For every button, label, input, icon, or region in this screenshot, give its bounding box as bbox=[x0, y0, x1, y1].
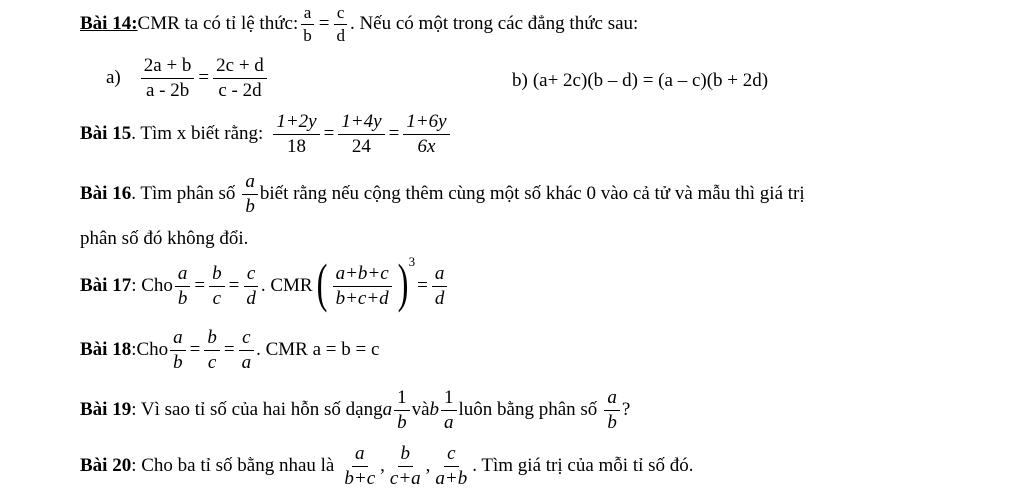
problem-20: Bài 20 : Cho ba tỉ số bằng nhau là $\frac{a}{b+c}$ , $\frac{b}{c+a}$ , $\frac{c}{a+b}$ . Tìm giá trị của mỗi tỉ số đó. bbox=[80, 443, 694, 489]
problem-14-part-a: a) $\frac{2a + b}{a - 2b}$ = $\frac{2c + d}{c - 2d}$ bbox=[106, 56, 269, 101]
fraction-2c-plus-d: $\frac{2c + d}{c - 2d}$ bbox=[213, 56, 267, 101]
fraction-a-b: $\frac{a}{b}$ bbox=[242, 172, 258, 217]
fraction-sum: $\frac{a+b+c}{b+c+d}$ bbox=[333, 264, 392, 309]
fraction-a-d: $\frac{a}{d}$ bbox=[432, 264, 448, 309]
fraction-a-b: $\frac{a}{b}$ bbox=[300, 4, 315, 45]
fraction-2a-plus-b: $\frac{2a + b}{a - 2b}$ bbox=[141, 56, 195, 101]
fraction-1-plus-4y: $\frac{1+4y}{24}$ bbox=[338, 112, 384, 157]
problem-14-label: Bài 14: bbox=[80, 13, 138, 35]
problem-19: Bài 19 : Vì sao tỉ số của hai hỗn số dạng a $\frac{1}{b}$ và b $\frac{1}{a}$ luôn bằng phân số $\frac{a}{b}$ ? bbox=[80, 387, 631, 433]
fraction-c-ab: $\frac{c}{a+b}$ bbox=[435, 443, 468, 489]
fraction-1-a: $\frac{1}{a}$ bbox=[441, 388, 457, 433]
problem-14-text: CMR ta có tỉ lệ thức: bbox=[137, 13, 299, 35]
mixed-number-whole-b: b bbox=[429, 399, 440, 421]
fraction-1-b: $\frac{1}{b}$ bbox=[394, 388, 410, 433]
exponent: 3 bbox=[408, 254, 416, 269]
fraction-1-plus-2y: $\frac{1+2y}{18}$ bbox=[273, 112, 319, 157]
problem-14-text-2: . Nếu có một trong các đẳng thức sau: bbox=[349, 13, 639, 35]
fraction-a-b: $\frac{a}{b}$ bbox=[604, 388, 620, 433]
fraction-b-ca: $\frac{b}{c+a}$ bbox=[389, 443, 421, 489]
right-paren: ) bbox=[397, 253, 409, 313]
problem-16-continued: phân số đó không đổi. bbox=[80, 228, 249, 249]
fraction-b-c: $\frac{b}{c}$ bbox=[204, 328, 220, 373]
fraction-a-b: $\frac{a}{b}$ bbox=[175, 264, 191, 309]
fraction-a-b: $\frac{a}{b}$ bbox=[170, 328, 186, 373]
problem-14: Bài 14: CMR ta có tỉ lệ thức: $\frac{a}{b}$ = $\frac{c}{d}$ . Nếu có một trong các đẳng thức sau: bbox=[80, 3, 639, 45]
problem-14-part-b: b) (a+ 2c)(b – d) = (a – c)(b + 2d) bbox=[512, 70, 769, 91]
problem-15: Bài 15 . Tìm x biết rằng: $\frac{1+2y}{18}$ = $\frac{1+4y}{24}$ = $\frac{1+6y}{6x}$ bbox=[80, 112, 452, 157]
fraction-a-bc: $\frac{a}{b+c}$ bbox=[344, 443, 376, 489]
problem-17: Bài 17 : Cho $\frac{a}{b}$ = $\frac{b}{c}$ = $\frac{c}{d}$ . CMR ( $\frac{a+b+c}{b+c+d}$ ) 3 = $\frac{a}{d}$ bbox=[80, 262, 449, 310]
mixed-number-whole-a: a bbox=[382, 399, 393, 421]
left-paren: ( bbox=[316, 253, 327, 313]
fraction-c-d: $\frac{c}{d}$ bbox=[333, 4, 348, 45]
problem-16: Bài 16 . Tìm phân số $\frac{a}{b}$ biết rằng nếu cộng thêm cùng một số khác 0 vào cả tử và mẫu thì giá trị bbox=[80, 171, 805, 217]
problem-18: Bài 18 :Cho $\frac{a}{b}$ = $\frac{b}{c}$ = $\frac{c}{a}$ . CMR a = b = c bbox=[80, 327, 380, 373]
fraction-c-d: $\frac{c}{d}$ bbox=[243, 264, 259, 309]
fraction-c-a: $\frac{c}{a}$ bbox=[239, 328, 255, 373]
fraction-b-c: $\frac{b}{c}$ bbox=[209, 264, 225, 309]
fraction-1-plus-6y: $\frac{1+6y}{6x}$ bbox=[403, 112, 449, 157]
